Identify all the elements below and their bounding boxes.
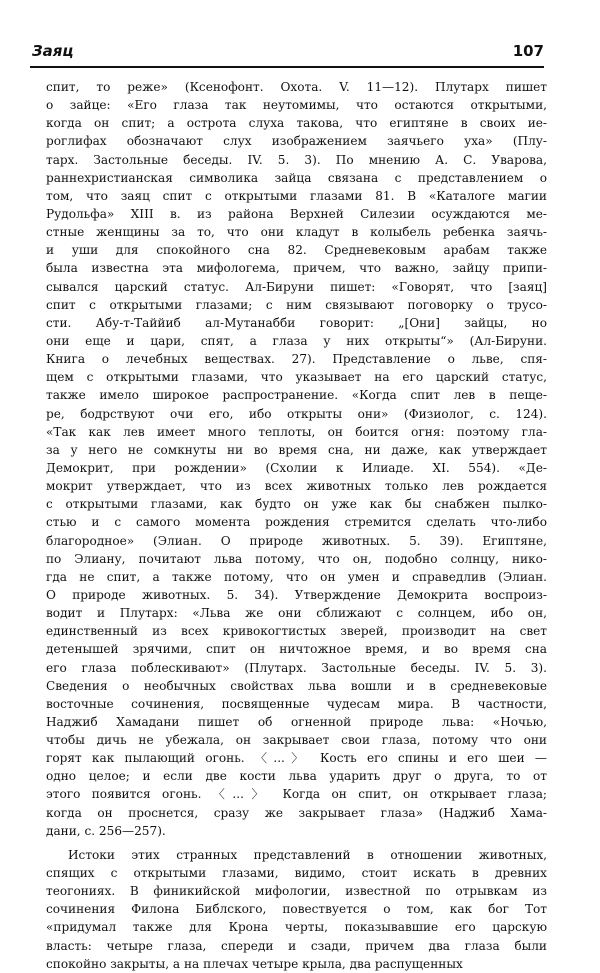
text-line: «Так как лев имеет много теплоты, он боится огня: поэтому гла- [46, 424, 547, 439]
text-line: за у него не сомкнуты ни во время сна, ни даже, как утверждает [46, 442, 547, 457]
paragraph [46, 846, 547, 973]
text-line: спящих с открытыми глазами, видимо, стоит искать в древних [46, 866, 547, 881]
text-line: стные женщины за то, что они кладут в колыбель ребенка заячь- [46, 225, 547, 240]
text-line: его глаза поблескивают» (Плутарх. Застольные беседы. IV. 5. 3). [46, 660, 547, 675]
text-line: том, что заяц спит с открытыми глазами 81. В «Каталоге магии [46, 188, 547, 203]
text-line: единственный из всех кривокогтистых зверей, производит на свет [46, 624, 547, 639]
text-line: О природе животных. 5. 34). Утверждение Демокрита воспроиз- [46, 587, 547, 602]
text-line: сочинения Филона Библского, повествуется о том, как бог Тот [46, 902, 547, 917]
text-line: они еще и цари, спят, а глаза у них открыты“» (Ал-Бируни. [46, 333, 547, 348]
text-line: теогониях. В финикийской мифологии, известной по отрывкам из [46, 884, 547, 899]
text-line: сывался царский статус. Ал-Бируни пишет: «Говорят, что [заяц] [46, 279, 547, 294]
text-line: чтобы дичь не убежала, он закрывает свои глаза, потому что они [46, 733, 547, 748]
text-line: и уши для спокойного сна 82. Средневековым арабам также [46, 243, 547, 258]
text-line: спокойно закрыты, а на плечах четыре крыла, два распущенных [46, 956, 463, 971]
text-line: одно целое; и если две кости льва ударить друг о друга, то от [46, 769, 547, 784]
page-header [30, 40, 544, 68]
text-line: ре, бодрствуют очи его, ибо открыты они» (Физиолог, с. 124). [46, 406, 547, 421]
text-line: Рудольфа» XIII в. из района Верхней Силезии осуждаются ме- [46, 206, 547, 221]
text-line: щем с открытыми глазами, что указывает на его царский статус, [46, 370, 547, 385]
text-line: была известна эта мифологема, причем, что важно, зайцу припи- [46, 261, 547, 276]
text-line: Сведения о необычных свойствах льва вошли и в средневековые [46, 678, 547, 693]
text-line: гда не спит, а также потому, что он умен и справедлив (Элиан. [46, 569, 547, 584]
text-line: детенышей зрячими, спит он ничтожное время, и во время сна [46, 642, 547, 657]
text-line: горят как пылающий огонь. 〈...〉 Кость его спины и его шеи — [46, 751, 547, 766]
text-line: этого появится огонь. 〈...〉 Когда он спит, он открывает глаза; [46, 787, 547, 802]
paragraph [46, 78, 547, 840]
text-line: благородное» (Элиан. О природе животных. 5. 39). Египтяне, [46, 533, 547, 548]
text-line: также имело широкое распространение. «Когда спит лев в пеще- [46, 388, 547, 403]
text-line: мокрит утверждает, что из всех животных только лев рождается [46, 479, 547, 494]
text-line: Книга о лечебных веществах. 27). Представление о льве, спя- [46, 352, 547, 367]
text-line: власть: четыре глаза, спереди и сзади, причем два глаза были [46, 938, 547, 953]
text-line: Наджиб Хамадани пишет об огненной природе льва: «Ночью, [46, 714, 547, 729]
text-line: тарх. Застольные беседы. IV. 5. 3). По мнению А. С. Уварова, [46, 152, 547, 167]
text-line: стью и с самого момента рождения стремится сделать что-либо [46, 515, 547, 530]
text-line: спит с открытыми глазами; с ним связывают поговорку о трусо- [46, 297, 547, 312]
body-text [46, 78, 547, 973]
text-line: водит и Плутарх: «Льва же они сближают с солнцем, ибо он, [46, 606, 547, 621]
text-line: роглифах обозначают слух изображением заячьего уха» (Плу- [46, 134, 547, 149]
text-line: о зайце: «Его глаза так неутомимы, что остаются открытыми, [46, 98, 547, 113]
text-line: спит, то реже» (Ксенофонт. Охота. V. 11—12). Плутарх пишет [46, 80, 547, 94]
page-number: 107 [512, 42, 544, 60]
text-line: с открытыми глазами, как будто он уже как бы снабжен пылко- [46, 497, 547, 512]
text-line: когда он проснется, сразу же закрывает глаза» (Наджиб Хама- [46, 805, 547, 820]
text-line: Демокрит, при рождении» (Схолии к Илиаде. XI. 554). «Де- [46, 460, 547, 475]
text-line: «придумал также для Крона черты, показывавшие его царскую [46, 920, 547, 935]
running-title: Заяц [32, 42, 74, 60]
text-line: Истоки этих странных представлений в отношении животных, [68, 847, 547, 862]
text-line: восточные сочинения, посвященные чудесам мира. В частности, [46, 696, 547, 711]
text-line: раннехристианская символика зайца связана с представлением о [46, 170, 547, 185]
text-line: по Элиану, почитают льва потому, что он, подобно солнцу, нико- [46, 551, 547, 566]
text-line: дани, с. 256—257). [46, 823, 166, 838]
text-line: когда он спит; а острота слуха такова, что египтяне в своих ие- [46, 116, 547, 131]
text-line: сти. Абу-т-Таййиб ал-Мутанабби говорит: „[Они] зайцы, но [46, 315, 547, 330]
